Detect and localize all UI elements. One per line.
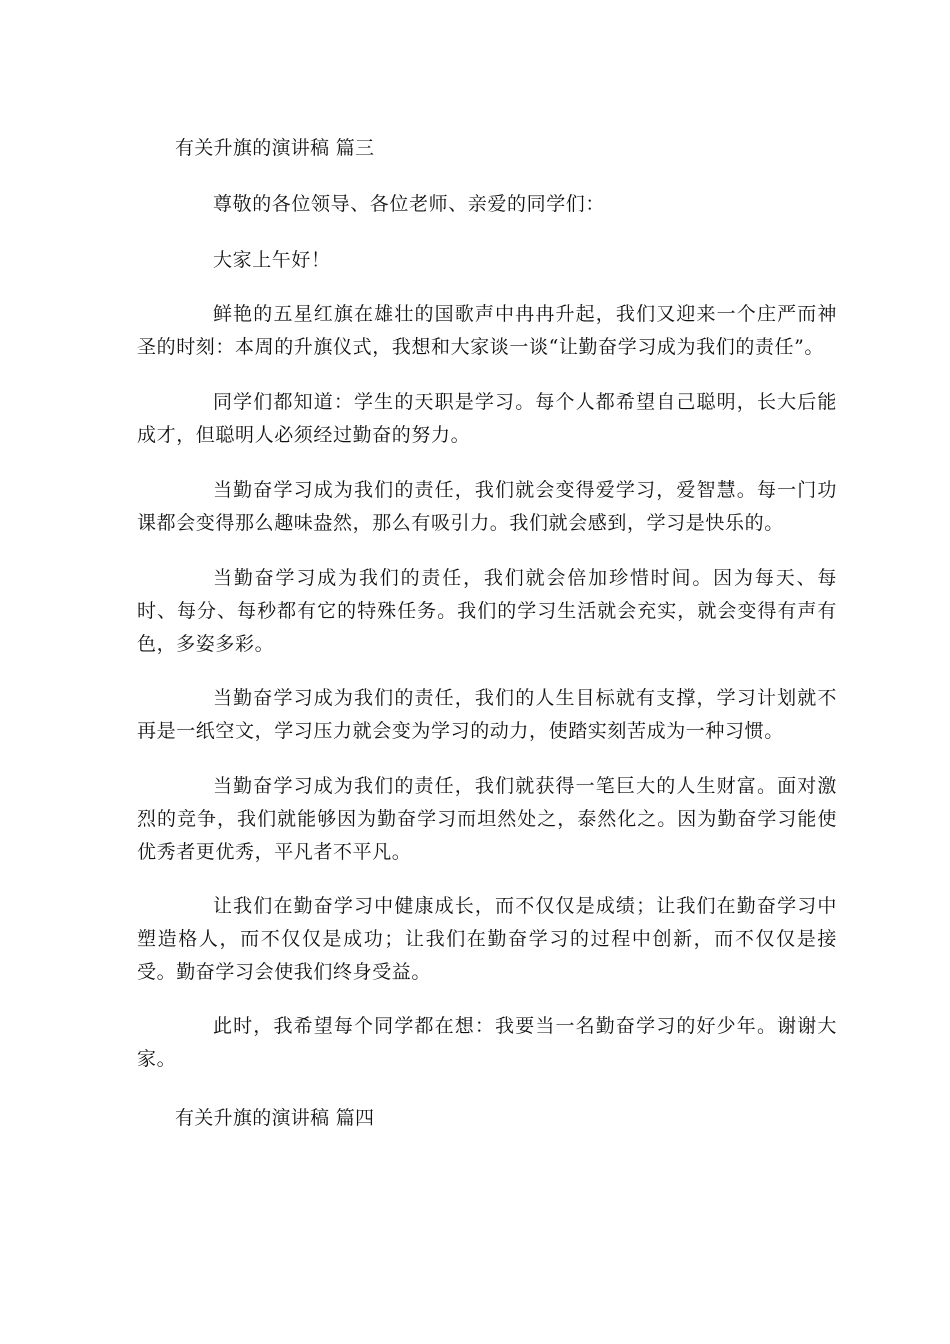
greeting: 大家上午好！ xyxy=(213,249,331,271)
paragraph-6: 当勤奋学习成为我们的责任，我们就获得一笔巨大的人生财富。面对激烈的竞争，我们就能够因为勤奋学习而坦然处之，泰然化之。因为勤奋学习能使优秀者更优秀，平凡者不平凡。 xyxy=(137,775,837,863)
section-heading-4: 有关升旗的演讲稿 篇四 xyxy=(175,1107,375,1129)
paragraph-3: 当勤奋学习成为我们的责任，我们就会变得爱学习，爱智慧。每一门功课都会变得那么趣味盎然，那么有吸引力。我们就会感到，学习是快乐的。 xyxy=(137,479,837,534)
salutation: 尊敬的各位领导、各位老师、亲爱的同学们： xyxy=(213,193,606,215)
section-heading-3: 有关升旗的演讲稿 篇三 xyxy=(175,137,375,159)
paragraph-4: 当勤奋学习成为我们的责任，我们就会倍加珍惜时间。因为每天、每时、每分、每秒都有它的特殊任务。我们的学习生活就会充实，就会变得有声有色，多姿多彩。 xyxy=(137,567,837,655)
paragraph-8: 此时，我希望每个同学都在想：我要当一名勤奋学习的好少年。谢谢大家。 xyxy=(137,1015,837,1070)
paragraph-5: 当勤奋学习成为我们的责任，我们的人生目标就有支撑，学习计划就不再是一纸空文，学习压力就会变为学习的动力，使踏实刻苦成为一种习惯。 xyxy=(137,687,837,742)
paragraph-7: 让我们在勤奋学习中健康成长，而不仅仅是成绩；让我们在勤奋学习中塑造格人，而不仅仅是成功；让我们在勤奋学习的过程中创新，而不仅仅是接受。勤奋学习会使我们终身受益。 xyxy=(137,895,837,983)
paragraph-2: 同学们都知道：学生的天职是学习。每个人都希望自己聪明，长大后能成才，但聪明人必须经过勤奋的努力。 xyxy=(137,391,837,446)
paragraph-1: 鲜艳的五星红旗在雄壮的国歌声中冉冉升起，我们又迎来一个庄严而神圣的时刻：本周的升旗仪式，我想和大家谈一谈“让勤奋学习成为我们的责任”。 xyxy=(137,303,837,358)
